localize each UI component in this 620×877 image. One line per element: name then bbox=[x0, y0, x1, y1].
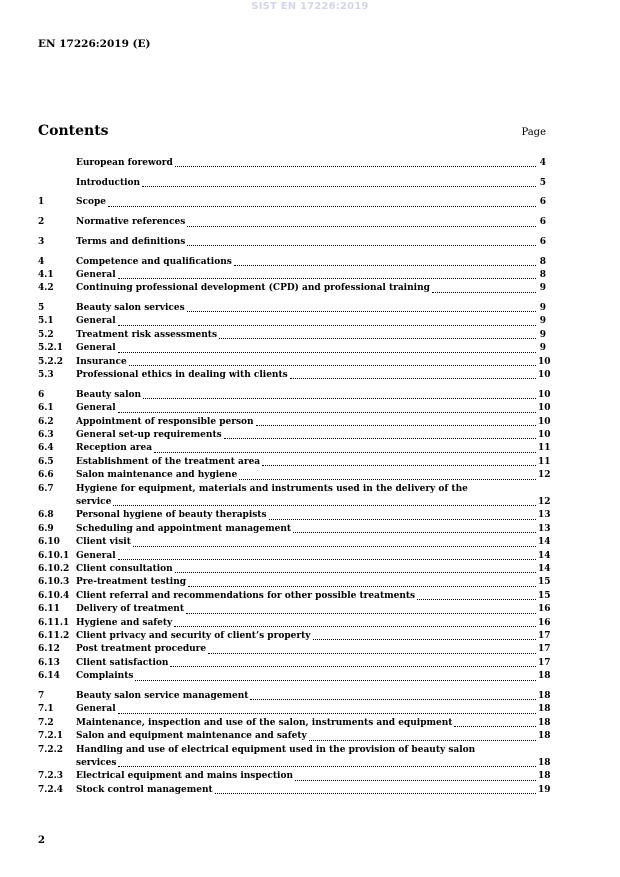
toc-entry[interactable] bbox=[38, 590, 551, 603]
toc-leader-dots bbox=[239, 479, 536, 480]
toc-entry-number: 6.10.2 bbox=[38, 564, 70, 575]
toc-entry-number: 4 bbox=[38, 256, 45, 267]
toc-entry-number: 5.2.2 bbox=[38, 356, 64, 367]
toc-entry-page: 9 bbox=[539, 303, 546, 314]
toc-entry-number: 6.10.4 bbox=[38, 590, 70, 601]
toc-leader-dots bbox=[142, 186, 536, 187]
toc-entry-page: 19 bbox=[538, 784, 551, 795]
toc-entry[interactable] bbox=[38, 784, 551, 797]
toc-leader-dots bbox=[118, 325, 536, 326]
toc-entry-title: Insurance bbox=[76, 356, 127, 367]
toc-entry-title: Pre-treatment testing bbox=[76, 577, 187, 588]
toc-entry-title: Beauty salon bbox=[76, 389, 142, 400]
toc-entry-number: 4.1 bbox=[38, 269, 54, 280]
toc-entry-title: General bbox=[76, 343, 116, 354]
toc-entry-page: 17 bbox=[538, 657, 551, 668]
toc-leader-dots bbox=[432, 292, 536, 293]
toc-entry-page: 8 bbox=[539, 256, 546, 267]
toc-leader-dots bbox=[143, 398, 536, 399]
toc-entry-page: 9 bbox=[539, 283, 546, 294]
toc-entry-title: Personal hygiene of beauty therapists bbox=[76, 510, 267, 521]
toc-leader-dots bbox=[215, 793, 536, 794]
toc-entry-title: Beauty salon service management bbox=[76, 691, 249, 701]
toc-entry-number: 6.3 bbox=[38, 429, 54, 440]
toc-entry[interactable] bbox=[38, 657, 551, 670]
toc-entry[interactable] bbox=[38, 315, 546, 328]
toc-entry-number: 6.12 bbox=[38, 644, 60, 655]
toc-entry[interactable] bbox=[38, 342, 546, 355]
toc-entry-number: 5 bbox=[38, 303, 45, 314]
toc-leader-dots bbox=[187, 245, 536, 246]
toc-entry-title: Complaints bbox=[76, 671, 134, 682]
toc-entry-page: 12 bbox=[538, 497, 551, 508]
toc-leader-dots bbox=[175, 166, 536, 167]
toc-entry-title: General bbox=[76, 403, 116, 414]
toc-entry-title: Appointment of responsible person bbox=[76, 416, 254, 427]
toc-entry-title: General bbox=[76, 269, 116, 280]
toc-leader-dots bbox=[113, 505, 536, 506]
toc-entry-page: 10 bbox=[538, 416, 551, 427]
page-column-label: Page bbox=[521, 127, 546, 138]
toc-leader-dots bbox=[290, 378, 536, 379]
toc-entry[interactable] bbox=[38, 329, 546, 342]
toc-entry-number: 6.13 bbox=[38, 657, 60, 668]
toc-entry-title: Reception area bbox=[76, 443, 153, 454]
toc-entry-page: 6 bbox=[539, 236, 546, 247]
contents-title: Contents bbox=[38, 123, 109, 139]
toc-entry[interactable] bbox=[38, 282, 546, 295]
toc-entry-page: 15 bbox=[538, 577, 551, 588]
toc-entry-title: Stock control management bbox=[76, 784, 213, 795]
toc-leader-dots bbox=[174, 626, 536, 627]
toc-entry-title: Client referral and recommendations for other possible treatments bbox=[76, 590, 416, 601]
toc-leader-dots bbox=[417, 599, 536, 600]
toc-leader-dots bbox=[313, 639, 537, 640]
toc-entry-page: 15 bbox=[538, 590, 551, 601]
toc-leader-dots bbox=[187, 226, 536, 227]
toc-leader-dots bbox=[262, 465, 536, 466]
toc-entry-number: 6.2 bbox=[38, 416, 54, 427]
toc-entry-page: 10 bbox=[538, 370, 551, 381]
toc-entry[interactable] bbox=[38, 717, 551, 730]
toc-entry-number: 5.2.1 bbox=[38, 343, 64, 354]
toc-entry-title: General set-up requirements bbox=[76, 429, 222, 440]
toc-entry[interactable] bbox=[38, 509, 551, 522]
toc-entry-number: 6.11.1 bbox=[38, 617, 70, 628]
toc-leader-dots bbox=[309, 740, 536, 741]
toc-entry-number: 6.11 bbox=[38, 604, 60, 615]
toc-entry[interactable] bbox=[38, 216, 546, 229]
toc-entry[interactable] bbox=[38, 670, 551, 683]
toc-leader-dots bbox=[118, 352, 536, 353]
toc-entry-page: 13 bbox=[538, 510, 551, 521]
toc-entry-number: 6.6 bbox=[38, 470, 54, 481]
toc-entry-title: Hygiene and safety bbox=[76, 617, 173, 628]
toc-entry-title: Client visit bbox=[76, 537, 131, 548]
toc-entry[interactable] bbox=[38, 523, 551, 536]
toc-entry-title: Client consultation bbox=[76, 564, 173, 575]
toc-entry-title: Competence and qualifications bbox=[76, 256, 232, 267]
toc-entry-title: Client satisfaction bbox=[76, 657, 169, 668]
toc-leader-dots bbox=[118, 412, 536, 413]
watermark: SIST EN 17226:2019 bbox=[251, 1, 369, 12]
toc-entry-page: 4 bbox=[539, 158, 546, 168]
toc-entry-page: 18 bbox=[538, 731, 551, 742]
toc-entry[interactable] bbox=[38, 630, 551, 643]
toc-entry-page: 12 bbox=[538, 470, 551, 481]
toc-entry-title: Delivery of treatment bbox=[76, 604, 184, 615]
toc-entry-number: 7.2.3 bbox=[38, 771, 64, 782]
toc-leader-dots bbox=[250, 699, 536, 700]
toc-entry-title: Salon and equipment maintenance and safety bbox=[76, 731, 307, 742]
toc-leader-dots bbox=[118, 713, 536, 714]
table-of-contents bbox=[38, 157, 551, 797]
toc-entry[interactable] bbox=[38, 302, 546, 315]
toc-entry-number: 5.2 bbox=[38, 329, 54, 340]
toc-entry-title-continued: services bbox=[76, 758, 117, 769]
toc-entry-page: 11 bbox=[538, 443, 551, 454]
toc-entry-page: 10 bbox=[538, 429, 551, 440]
toc-leader-dots bbox=[219, 338, 536, 339]
toc-leader-dots bbox=[234, 265, 536, 266]
toc-entry-title: Treatment risk assessments bbox=[76, 329, 218, 340]
toc-entry-title: Hygiene for equipment, materials and instruments used in the delivery of the bbox=[76, 483, 468, 494]
toc-entry[interactable] bbox=[38, 730, 551, 743]
toc-entry-title: Scope bbox=[76, 197, 107, 208]
toc-entry-number: 2 bbox=[38, 217, 45, 228]
toc-leader-dots bbox=[118, 278, 536, 279]
toc-entry[interactable] bbox=[38, 643, 551, 656]
toc-entry-page: 18 bbox=[538, 717, 551, 728]
toc-entry-title: Beauty salon services bbox=[76, 303, 185, 314]
toc-entry[interactable] bbox=[38, 389, 551, 402]
toc-entry-page: 9 bbox=[539, 329, 546, 340]
toc-entry-number: 6.1 bbox=[38, 403, 54, 414]
toc-entry[interactable] bbox=[38, 356, 551, 369]
toc-entry-title: Terms and definitions bbox=[76, 236, 186, 247]
toc-leader-dots bbox=[188, 586, 536, 587]
toc-entry[interactable] bbox=[38, 269, 546, 282]
toc-entry-title: Continuing professional development (CPD) and professional training bbox=[76, 283, 430, 294]
toc-entry-page: 14 bbox=[538, 564, 551, 575]
toc-entry-title: Scheduling and appointment management bbox=[76, 523, 292, 534]
toc-leader-dots bbox=[118, 766, 536, 767]
toc-leader-dots bbox=[133, 546, 536, 547]
toc-entry-title: Handling and use of electrical equipment used in the provision of beauty salon bbox=[76, 744, 476, 755]
toc-entry-page: 8 bbox=[539, 269, 546, 280]
toc-entry[interactable] bbox=[38, 402, 551, 415]
toc-entry-number: 3 bbox=[38, 236, 45, 247]
toc-entry-number: 6.10.3 bbox=[38, 577, 70, 588]
toc-entry-number: 6 bbox=[38, 389, 45, 400]
toc-entry-page: 17 bbox=[538, 644, 551, 655]
toc-entry-number: 7.2 bbox=[38, 717, 54, 728]
toc-entry-number: 7.2.4 bbox=[38, 784, 64, 795]
toc-entry[interactable] bbox=[38, 177, 546, 190]
toc-entry[interactable] bbox=[38, 690, 551, 703]
toc-leader-dots bbox=[154, 452, 536, 453]
toc-entry[interactable] bbox=[38, 469, 551, 482]
toc-entry[interactable] bbox=[38, 563, 551, 576]
toc-entry-number: 7.1 bbox=[38, 704, 54, 715]
toc-leader-dots bbox=[175, 572, 536, 573]
toc-entry-number: 6.8 bbox=[38, 510, 54, 521]
toc-entry[interactable] bbox=[38, 744, 551, 771]
toc-leader-dots bbox=[129, 365, 536, 366]
toc-entry-number: 6.9 bbox=[38, 523, 54, 534]
toc-entry-title: General bbox=[76, 550, 116, 561]
toc-entry-page: 10 bbox=[538, 389, 551, 400]
page-number: 2 bbox=[38, 835, 45, 846]
toc-entry-title: Maintenance, inspection and use of the salon, instruments and equipment bbox=[76, 717, 453, 728]
toc-entry-page: 18 bbox=[538, 704, 551, 715]
toc-leader-dots bbox=[118, 559, 536, 560]
toc-entry[interactable] bbox=[38, 429, 551, 442]
toc-entry-title: Professional ethics in dealing with clients bbox=[76, 370, 288, 381]
toc-entry-page: 14 bbox=[538, 550, 551, 561]
toc-leader-dots bbox=[108, 206, 536, 207]
toc-entry-page: 13 bbox=[538, 523, 551, 534]
toc-entry[interactable] bbox=[38, 416, 551, 429]
toc-entry-number: 7.2.1 bbox=[38, 731, 64, 742]
toc-entry-page: 6 bbox=[539, 197, 546, 208]
toc-entry[interactable] bbox=[38, 617, 551, 630]
toc-entry-number: 6.10 bbox=[38, 537, 60, 548]
toc-entry[interactable] bbox=[38, 770, 551, 783]
toc-leader-dots bbox=[295, 780, 536, 781]
toc-entry-number: 6.7 bbox=[38, 483, 54, 494]
toc-entry-number: 6.5 bbox=[38, 456, 54, 467]
toc-entry-page: 16 bbox=[538, 604, 551, 615]
toc-entry-page: 18 bbox=[538, 691, 551, 701]
toc-entry-page: 11 bbox=[538, 456, 551, 467]
toc-entry-title: Client privacy and security of client’s property bbox=[76, 631, 311, 642]
toc-leader-dots bbox=[186, 613, 536, 614]
toc-entry-title-continued: service bbox=[76, 497, 112, 508]
toc-entry[interactable] bbox=[38, 236, 546, 249]
toc-entry-number: 7.2.2 bbox=[38, 744, 64, 755]
toc-entry[interactable] bbox=[38, 536, 551, 549]
toc-entry[interactable] bbox=[38, 196, 546, 209]
toc-entry-title: Electrical equipment and mains inspection bbox=[76, 771, 293, 782]
toc-entry-number: 1 bbox=[38, 197, 45, 208]
toc-entry-page: 10 bbox=[538, 356, 551, 367]
toc-entry-page: 16 bbox=[538, 617, 551, 628]
toc-entry[interactable] bbox=[38, 603, 551, 616]
toc-entry-number: 6.4 bbox=[38, 443, 54, 454]
toc-entry-number: 7 bbox=[38, 691, 45, 701]
toc-leader-dots bbox=[187, 311, 536, 312]
toc-entry-title: European foreword bbox=[76, 158, 173, 168]
toc-leader-dots bbox=[256, 425, 536, 426]
toc-entry-title: General bbox=[76, 316, 116, 327]
toc-leader-dots bbox=[269, 519, 536, 520]
toc-entry[interactable] bbox=[38, 256, 546, 269]
toc-entry[interactable] bbox=[38, 369, 551, 382]
toc-entry[interactable] bbox=[38, 576, 551, 589]
toc-entry-number: 5.1 bbox=[38, 316, 54, 327]
toc-entry-number: 6.11.2 bbox=[38, 631, 70, 642]
toc-entry-page: 6 bbox=[539, 217, 546, 228]
toc-entry-title: Salon maintenance and hygiene bbox=[76, 470, 238, 481]
toc-entry-number: 6.10.1 bbox=[38, 550, 70, 561]
toc-entry[interactable] bbox=[38, 442, 551, 455]
toc-entry-number: 5.3 bbox=[38, 370, 54, 381]
toc-entry[interactable] bbox=[38, 157, 546, 170]
toc-entry-number: 4.2 bbox=[38, 283, 54, 294]
toc-entry-page: 17 bbox=[538, 631, 551, 642]
toc-entry-title: Establishment of the treatment area bbox=[76, 456, 261, 467]
toc-entry-title: General bbox=[76, 704, 116, 715]
toc-entry-page: 14 bbox=[538, 537, 551, 548]
toc-leader-dots bbox=[170, 666, 536, 667]
toc-leader-dots bbox=[135, 680, 536, 681]
toc-entry-page: 10 bbox=[538, 403, 551, 414]
toc-entry-title: Normative references bbox=[76, 217, 186, 228]
toc-entry-page: 9 bbox=[539, 343, 546, 354]
toc-entry-page: 18 bbox=[538, 671, 551, 682]
toc-leader-dots bbox=[454, 726, 536, 727]
document-id: EN 17226:2019 (E) bbox=[38, 38, 151, 50]
toc-entry-title: Post treatment procedure bbox=[76, 644, 207, 655]
toc-leader-dots bbox=[208, 653, 536, 654]
toc-entry-page: 18 bbox=[538, 771, 551, 782]
toc-entry-title: Introduction bbox=[76, 177, 141, 188]
toc-entry[interactable] bbox=[38, 456, 551, 469]
toc-entry-number: 6.14 bbox=[38, 671, 60, 682]
toc-entry-page: 9 bbox=[539, 316, 546, 327]
toc-entry[interactable] bbox=[38, 550, 551, 563]
toc-entry-page: 5 bbox=[539, 177, 546, 188]
toc-leader-dots bbox=[224, 438, 536, 439]
toc-entry[interactable] bbox=[38, 703, 551, 716]
toc-leader-dots bbox=[293, 532, 536, 533]
toc-entry[interactable] bbox=[38, 483, 551, 510]
toc-entry-page: 18 bbox=[538, 758, 551, 769]
